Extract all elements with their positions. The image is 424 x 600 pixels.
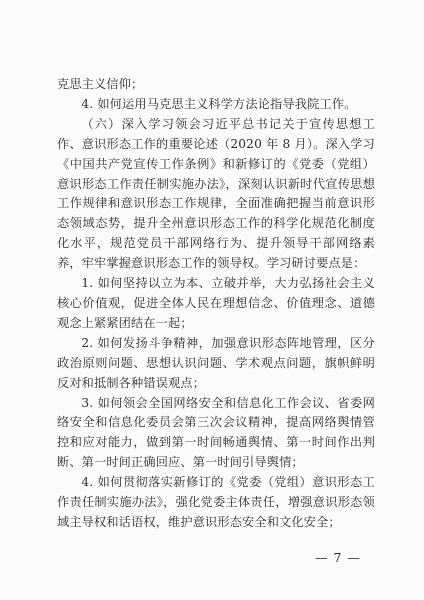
list-item: 2. 如何发扬斗争精神，加强意识形态阵地管理，区分政治原则问题、思想认识问题、学术观点问题，旗帜鲜明反对和抵制各种错误观点； bbox=[57, 335, 375, 390]
list-item: 4. 如何贯彻落实新修订的《党委（党组）意识形态工作责任制实施办法》，强化党委主体责任，增强意识形态领域主导权和话语权，维护意识形态安全和文化安全； bbox=[57, 475, 375, 529]
list-item: 4. 如何运用马克思主义科学方法论指导我院工作。 bbox=[81, 96, 357, 111]
body-text bbox=[57, 75, 375, 533]
section-paragraph: （六）深入学习领会习近平总书记关于宣传思想工作、意识形态工作的重要论述（2020 年 8 月）。深入学习《中国共产党宣传工作条例》和新修订的《党委（党组）意识形态工作责任制实施办法》，深刻认识新时代宣传思想工作规律和意识形态工作规律，全面准确把握当前意识形态领域态势，提升全州意识形态工作的科学化规范化制度化水平，规范党员干部网络行为、提升领导干部网络素养，牢牢掌握意识形态工作的领导权。学习研讨要点是： bbox=[57, 116, 375, 271]
list-item: 1. 如何坚持以立为本、立破并举，大力弘扬社会主义核心价值观，促进全体人民在理想信念、价值理念、道德观念上紧紧团结在一起； bbox=[57, 276, 375, 330]
paragraph-continuation: 克思主义信仰； bbox=[57, 77, 144, 91]
page-number: — 7 — bbox=[315, 550, 361, 565]
list-item: 3. 如何领会全国网络安全和信息化工作会议、省委网络安全和信息化委员会第三次会议精神，提高网络舆情管控和应对能力，做到第一时间畅通舆情、第一时间作出判断、第一时间正确回应、第一时间引导舆情； bbox=[57, 395, 375, 470]
